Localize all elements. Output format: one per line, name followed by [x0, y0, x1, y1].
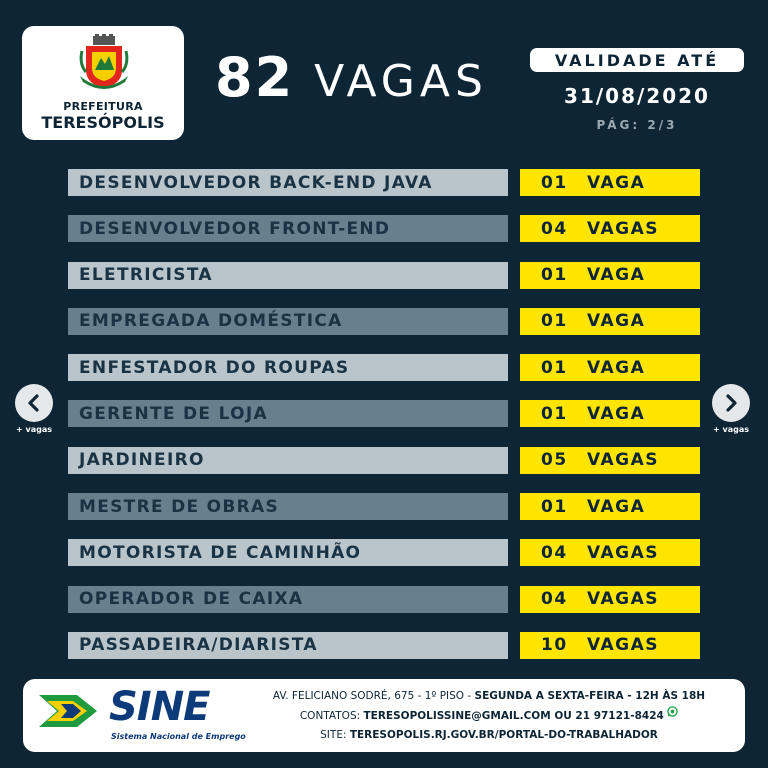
page-indicator: PÁG: 2/3 [596, 118, 678, 132]
logo-city-name: TERESÓPOLIS [41, 113, 165, 132]
job-count [520, 493, 700, 520]
job-count-unit: VAGA [587, 403, 646, 424]
footer-hours: SEGUNDA A SEXTA-FEIRA - 12H ÀS 18H [474, 690, 706, 702]
footer-site-label: SITE: [320, 729, 350, 741]
job-title: DESENVOLVEDOR FRONT-END [68, 215, 508, 242]
headline [215, 46, 488, 112]
job-row [68, 262, 700, 289]
job-count-unit: VAGA [587, 357, 646, 378]
footer [23, 679, 745, 752]
job-row [68, 632, 700, 659]
job-count-number: 01 [541, 172, 568, 193]
job-count-unit: VAGA [587, 311, 646, 332]
sine-flag-icon [39, 689, 105, 733]
footer-site[interactable]: TERESOPOLIS.RJ.GOV.BR/PORTAL-DO-TRABALHADOR [349, 729, 658, 741]
next-page-button[interactable] [712, 384, 750, 422]
job-count-number: 04 [541, 589, 568, 610]
footer-contacts-label: CONTATOS: [299, 710, 364, 722]
job-count-number: 10 [541, 635, 568, 656]
job-count [520, 215, 700, 242]
job-row [68, 447, 700, 474]
chevron-right-icon [721, 393, 741, 413]
job-count-number: 01 [541, 311, 568, 332]
job-count-unit: VAGAS [587, 542, 660, 563]
job-row [68, 539, 700, 566]
job-count [520, 539, 700, 566]
job-title: GERENTE DE LOJA [68, 400, 508, 427]
footer-contacts[interactable]: TERESOPOLISSINE@GMAIL.COM OU 21 97121-8424 [363, 710, 664, 722]
job-title: DESENVOLVEDOR BACK-END JAVA [68, 169, 508, 196]
prev-page-label[interactable]: + vagas [16, 425, 52, 434]
job-count [520, 400, 700, 427]
chevron-left-icon [24, 393, 44, 413]
job-title: MESTRE DE OBRAS [68, 493, 508, 520]
job-count [520, 586, 700, 613]
job-count-number: 01 [541, 403, 568, 424]
job-count-unit: VAGAS [587, 218, 660, 239]
footer-address-line [249, 687, 729, 706]
next-page-label[interactable]: + vagas [713, 425, 749, 434]
job-count-unit: VAGA [587, 496, 646, 517]
sine-subtitle: Sistema Nacional de Emprego [111, 732, 246, 741]
job-count [520, 447, 700, 474]
job-title: PASSADEIRA/DIARISTA [68, 632, 508, 659]
prev-page-button[interactable] [15, 384, 53, 422]
job-count [520, 308, 700, 335]
city-crest-icon [77, 34, 131, 96]
job-count-number: 04 [541, 542, 568, 563]
job-count-unit: VAGAS [587, 450, 660, 471]
job-count-unit: VAGAS [587, 589, 660, 610]
headline-number: 82 [215, 46, 295, 109]
sine-brand: SINE [109, 684, 210, 730]
whatsapp-icon [667, 706, 678, 717]
job-row [68, 586, 700, 613]
job-count-unit: VAGAS [587, 635, 660, 656]
job-row [68, 493, 700, 520]
footer-address: AV. FELICIANO SODRÉ, 675 - 1º PISO - [272, 690, 475, 702]
job-row [68, 169, 700, 196]
job-title: MOTORISTA DE CAMINHÃO [68, 539, 508, 566]
job-count [520, 354, 700, 381]
job-row [68, 354, 700, 381]
job-title: JARDINEIRO [68, 447, 508, 474]
job-count-unit: VAGA [587, 265, 646, 286]
headline-word: VAGAS [314, 56, 488, 107]
job-list [68, 169, 700, 678]
footer-site-line [249, 726, 729, 745]
job-count-number: 05 [541, 450, 568, 471]
validity-label: VALIDADE ATÉ [530, 48, 744, 72]
job-row [68, 400, 700, 427]
job-row [68, 308, 700, 335]
validity-date: 31/08/2020 [564, 84, 710, 108]
job-count-number: 04 [541, 218, 568, 239]
job-count [520, 169, 700, 196]
footer-contacts-line [249, 706, 729, 726]
job-count [520, 632, 700, 659]
city-logo-card [22, 26, 184, 140]
job-title: ELETRICISTA [68, 262, 508, 289]
job-title: ENFESTADOR DO ROUPAS [68, 354, 508, 381]
job-count-number: 01 [541, 357, 568, 378]
job-count-number: 01 [541, 496, 568, 517]
job-count [520, 262, 700, 289]
job-title: OPERADOR DE CAIXA [68, 586, 508, 613]
job-count-unit: VAGA [587, 172, 646, 193]
job-row [68, 215, 700, 242]
logo-prefeitura-text: PREFEITURA [63, 100, 143, 113]
footer-info [249, 687, 729, 745]
job-count-number: 01 [541, 265, 568, 286]
job-title: EMPREGADA DOMÉSTICA [68, 308, 508, 335]
